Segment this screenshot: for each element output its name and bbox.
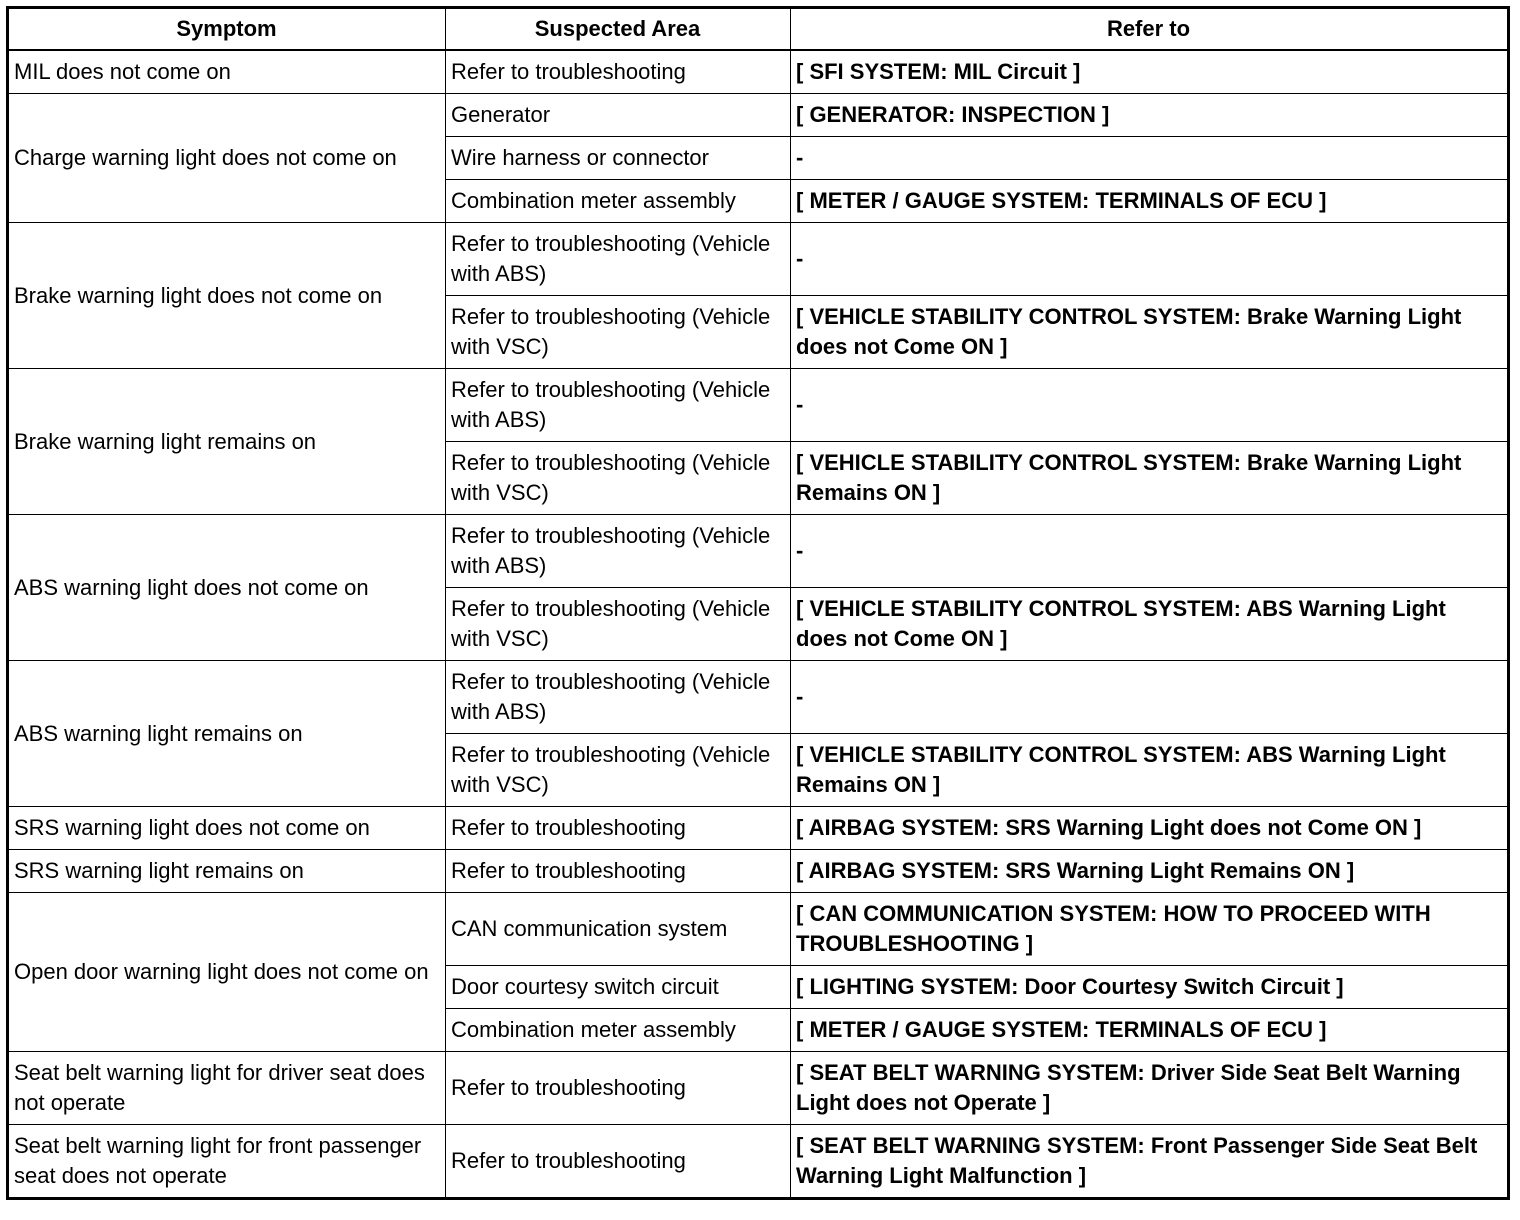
refer-to-cell: [ CAN COMMUNICATION SYSTEM: HOW TO PROCEED WITH TROUBLESHOOTING ] bbox=[791, 893, 1509, 966]
table-row bbox=[8, 893, 1509, 966]
refer-to-cell: [ SFI SYSTEM: MIL Circuit ] bbox=[791, 50, 1509, 94]
header-suspected-area: Suspected Area bbox=[446, 8, 791, 51]
refer-to-cell: - bbox=[791, 661, 1509, 734]
header-symptom: Symptom bbox=[8, 8, 446, 51]
symptom-cell: ABS warning light remains on bbox=[8, 661, 446, 807]
symptom-cell: MIL does not come on bbox=[8, 50, 446, 94]
symptom-cell: SRS warning light does not come on bbox=[8, 807, 446, 850]
suspected-area-cell: Combination meter assembly bbox=[446, 180, 791, 223]
header-refer-to: Refer to bbox=[791, 8, 1509, 51]
suspected-area-cell: Refer to troubleshooting bbox=[446, 50, 791, 94]
refer-to-cell: [ VEHICLE STABILITY CONTROL SYSTEM: Brake Warning Light Remains ON ] bbox=[791, 442, 1509, 515]
suspected-area-cell: Refer to troubleshooting bbox=[446, 807, 791, 850]
suspected-area-cell: CAN communication system bbox=[446, 893, 791, 966]
symptom-cell: Brake warning light does not come on bbox=[8, 223, 446, 369]
diagnosis-table bbox=[6, 6, 1510, 1200]
symptom-cell: Seat belt warning light for front passenger seat does not operate bbox=[8, 1125, 446, 1199]
suspected-area-cell: Refer to troubleshooting bbox=[446, 1125, 791, 1199]
table-row bbox=[8, 369, 1509, 442]
suspected-area-cell: Refer to troubleshooting (Vehicle with VSC) bbox=[446, 442, 791, 515]
symptom-cell: ABS warning light does not come on bbox=[8, 515, 446, 661]
suspected-area-cell: Wire harness or connector bbox=[446, 137, 791, 180]
suspected-area-cell: Refer to troubleshooting (Vehicle with VSC) bbox=[446, 588, 791, 661]
table-row bbox=[8, 661, 1509, 734]
table-row bbox=[8, 1125, 1509, 1199]
table-row bbox=[8, 50, 1509, 94]
suspected-area-cell: Refer to troubleshooting (Vehicle with ABS) bbox=[446, 369, 791, 442]
suspected-area-cell: Refer to troubleshooting (Vehicle with ABS) bbox=[446, 515, 791, 588]
refer-to-cell: [ VEHICLE STABILITY CONTROL SYSTEM: ABS Warning Light does not Come ON ] bbox=[791, 588, 1509, 661]
suspected-area-cell: Refer to troubleshooting bbox=[446, 1052, 791, 1125]
table-row bbox=[8, 807, 1509, 850]
refer-to-cell: [ LIGHTING SYSTEM: Door Courtesy Switch Circuit ] bbox=[791, 966, 1509, 1009]
refer-to-cell: - bbox=[791, 223, 1509, 296]
refer-to-cell: [ VEHICLE STABILITY CONTROL SYSTEM: ABS Warning Light Remains ON ] bbox=[791, 734, 1509, 807]
header-row bbox=[8, 8, 1509, 51]
table-row bbox=[8, 94, 1509, 137]
table-row bbox=[8, 223, 1509, 296]
symptom-cell: Charge warning light does not come on bbox=[8, 94, 446, 223]
refer-to-cell: [ GENERATOR: INSPECTION ] bbox=[791, 94, 1509, 137]
table-body bbox=[8, 50, 1509, 1199]
symptom-cell: Open door warning light does not come on bbox=[8, 893, 446, 1052]
table-row bbox=[8, 515, 1509, 588]
refer-to-cell: [ AIRBAG SYSTEM: SRS Warning Light does not Come ON ] bbox=[791, 807, 1509, 850]
table-row bbox=[8, 1052, 1509, 1125]
suspected-area-cell: Generator bbox=[446, 94, 791, 137]
refer-to-cell: [ AIRBAG SYSTEM: SRS Warning Light Remains ON ] bbox=[791, 850, 1509, 893]
symptom-cell: SRS warning light remains on bbox=[8, 850, 446, 893]
refer-to-cell: - bbox=[791, 369, 1509, 442]
suspected-area-cell: Refer to troubleshooting bbox=[446, 850, 791, 893]
suspected-area-cell: Refer to troubleshooting (Vehicle with ABS) bbox=[446, 223, 791, 296]
suspected-area-cell: Refer to troubleshooting (Vehicle with ABS) bbox=[446, 661, 791, 734]
symptom-cell: Brake warning light remains on bbox=[8, 369, 446, 515]
refer-to-cell: - bbox=[791, 515, 1509, 588]
refer-to-cell: [ METER / GAUGE SYSTEM: TERMINALS OF ECU ] bbox=[791, 180, 1509, 223]
refer-to-cell: [ SEAT BELT WARNING SYSTEM: Front Passenger Side Seat Belt Warning Light Malfunction ] bbox=[791, 1125, 1509, 1199]
refer-to-cell: [ METER / GAUGE SYSTEM: TERMINALS OF ECU ] bbox=[791, 1009, 1509, 1052]
refer-to-cell: - bbox=[791, 137, 1509, 180]
refer-to-cell: [ VEHICLE STABILITY CONTROL SYSTEM: Brake Warning Light does not Come ON ] bbox=[791, 296, 1509, 369]
suspected-area-cell: Combination meter assembly bbox=[446, 1009, 791, 1052]
suspected-area-cell: Door courtesy switch circuit bbox=[446, 966, 791, 1009]
suspected-area-cell: Refer to troubleshooting (Vehicle with VSC) bbox=[446, 296, 791, 369]
symptom-cell: Seat belt warning light for driver seat does not operate bbox=[8, 1052, 446, 1125]
suspected-area-cell: Refer to troubleshooting (Vehicle with VSC) bbox=[446, 734, 791, 807]
table-row bbox=[8, 850, 1509, 893]
refer-to-cell: [ SEAT BELT WARNING SYSTEM: Driver Side Seat Belt Warning Light does not Operate ] bbox=[791, 1052, 1509, 1125]
